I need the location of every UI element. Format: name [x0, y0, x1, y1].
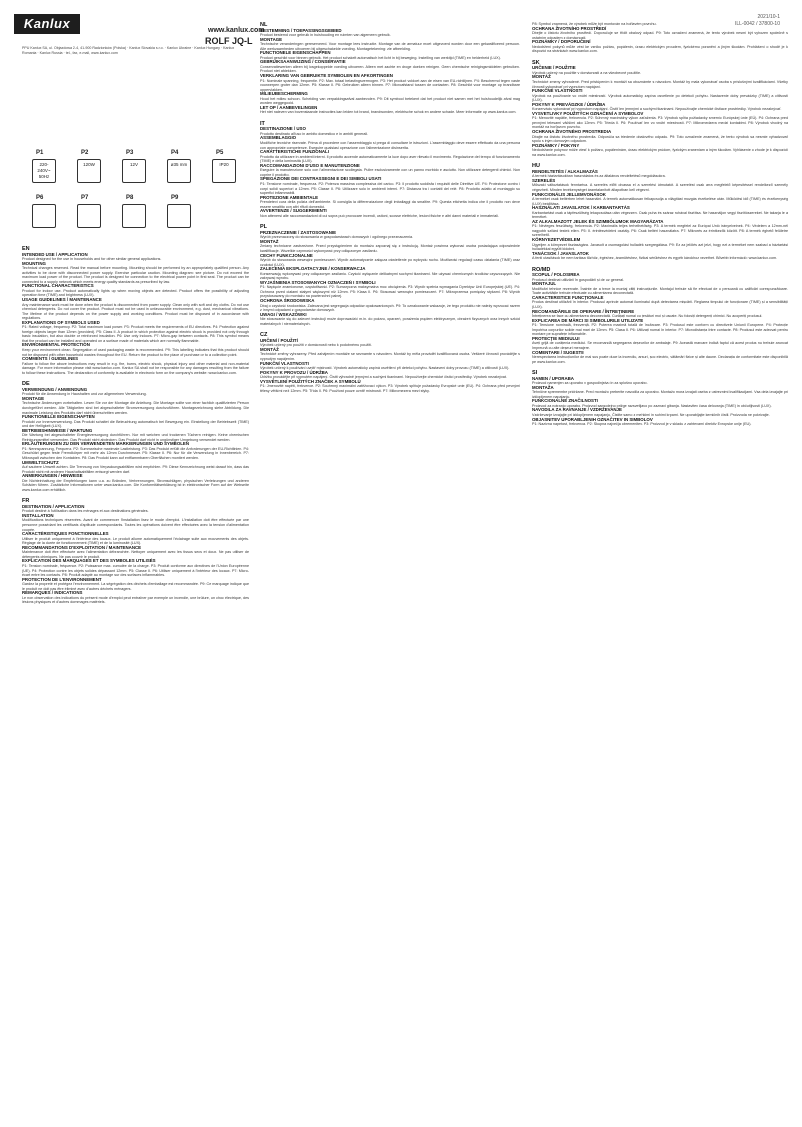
paragraph: Eseguire la manutenzione solo con l'alimentazione scollegata. Pulire esclusivamente con un panno morbido e asciutto. Non utilizzare detergenti chimici. Non coprire il prodotto. [260, 168, 520, 177]
subsection-heading: INSTALLATION [22, 512, 54, 518]
paragraph: Ügyeljen a környezet tisztaságára. Javasolt a csomagolási hulladék szegregálása. P9: Ez az jelölés azt jelzi, hogy ezt a terméket nem szabad a háztartási hulladékkal együtt kidobni. [532, 242, 788, 252]
paragraph: Produkt zur Innenverwendung. Das Produkt schaltet die Beleuchtung automatisch bei Bewegung ein. Einstellung der Betriebszeit (TIME) und der Helligkeit (LUX). [22, 419, 249, 429]
subsection-heading: EXPLANATIONS OF SYMBOLS USED [22, 319, 100, 325]
language-code: PL [260, 224, 268, 231]
paragraph: Konzerváciu vykonávať pri vypnutom napájaní. Čistiť len jemnými a suchými tkaninami. Nepoužívajte chemické čistiace prostriedky. Výrobok nezakrývať. [532, 107, 782, 112]
paragraph: Prodotto da utilizzare in ambienti interni. Il prodotto accende automaticamente la luce dopo aver rilevato il movimento. Regolazione del tempo di funzionamento (TIME) e della luminosità (LUX). [260, 154, 520, 164]
symbol-label-p7: P7 [81, 195, 89, 201]
paragraph: Dbajte na čistotu životného prostredia. Odporúča sa triedenie obalového odpadu. P9: Toto označenie znamená, že tento výrobok sa nesmie vyhadzovať spolu s iným domovým odpadom. [532, 134, 788, 144]
subsection-heading: FUNKČNÍ VLASTNOSTI [260, 360, 309, 366]
subsection-heading: AVVERTENZE / SUGGERIMENTI [260, 208, 327, 214]
paragraph: P1: Napięcie znamionowe, częstotliwość. P2: Sumaryczna maksymalna moc obciążenia. P3: Wyrób spełnia wymagania Dyrektyw Unii Europejskiej (UE). P4: Ochrona przed ciałami stałymi większymi niż 12mm. P5: Klasa II. P6: Stosować wewnątrz pomieszczeń. P7: Mikroprzerwa pomiędzy stykami. P8: Wyrób przystosowany do montażu na powierzchni palnej. [260, 285, 520, 299]
symbol-icon-p3: 12V [122, 159, 146, 183]
symbol-label-p3: P3 [126, 150, 134, 156]
language-code: FR [22, 498, 30, 505]
paragraph: A termék háztartásokban használatos és az általános rendeltetésű megoldásokra. [532, 174, 666, 179]
paragraph: Prodotto destinato all'uso in ambito domestico e in ambiti generali. [260, 131, 369, 136]
section-title: URČENIE / POUŽITIE [532, 65, 576, 71]
paragraph: Nedodržení pokynů může vést ke vzniku požáru, popálenin, úrazu elektrickým proudem, fyzickému poranění a jiným škodám. Prohlášení o shodě je k dispozici na stránkách www.kanlux.com. [532, 44, 788, 54]
language-code: IT [260, 120, 265, 127]
paragraph: Utiliser le produit uniquement à l'intérieur des locaux. Le produit allume automatiquement l'éclairage suite aux mouvements des objets. Réglage de la durée de fonctionnement (TIME) et de la luminosité (LUX). [22, 536, 249, 546]
language-code: HU [532, 163, 540, 170]
subsection-heading: FUNKCIONÁLIS JELLEMVONÁSOK [532, 191, 606, 197]
symbol-label-p1: P1 [36, 150, 44, 156]
company-addresses: PPU Kanlux SA, ul. Objazdowa 2-4, 41-900 Radzionków (Polska) · Kanlux Slovakia s.r.o. · Kanlux Ukraine · Kanlux Hungary · Kanlux Romania · Kanlux Russia · tel., fax, e-mail, www.kanlux.com [22, 46, 235, 55]
paragraph: Dbaj o czystość środowiska. Zalecana jest segregacja odpadów opakowaniowych. P9: To oznakowanie wskazuje, że tego produktu nie należy wyrzucać razem z innymi odpadami z gospodarstw domowych. [260, 303, 520, 313]
paragraph: Prendetevi cura della pulizia dell'ambiente. Si consiglia la differenziazione degli imballaggi da smaltire. P9: Questa etichetta indica che il prodotto non deve essere smaltito con altri rifiuti domestici. [260, 200, 520, 209]
subsection-heading: ENVIRONMENTAL PROTECTION [22, 342, 90, 348]
section-de [22, 381, 249, 492]
product-name: ROLF JQ-L [205, 36, 253, 46]
paragraph: Modificări tehnice rezervate. Înainte de a trece la montaj citiți instrucțiunile. Montajul trebuie să fie efectuat de o persoană cu calificări corespunzătoare. Toate activitățile trebuie efectuate cu alimentarea deconectată. [532, 286, 788, 296]
subsection-heading: RECOMANDĂRILE DE OPERARE / ÎNTREȚINERE [532, 308, 635, 314]
section-continued [532, 22, 788, 54]
subsection-heading: POKYNY K PREVÁDZKE / ÚDRŽBA [532, 101, 606, 107]
subsection-heading: POKYNY K PROVOZU / ÚDRŽBA [260, 369, 328, 375]
paragraph: A terméket csak beltérben lehet használni. A termék automatikusan felkapcsolja a világítást mozgás érzékelése után. Működési idő (TIME) és érzékenység (LUX) beállítása. [532, 197, 788, 206]
paragraph: Údržbu provádějte při vypnutém napájení. Čistit výhradně jemnými a suchými tkaninami. Nepoužívejte chemické čisticí prostředky. Výrobek nezakrývat. [260, 375, 507, 380]
subsection-heading: MONTAGE [260, 36, 283, 42]
subsection-heading: FUNCTIONAL CHARACTERISTICS [22, 283, 94, 289]
subsection-heading: MOUNTING [22, 260, 46, 266]
section-title: BESTEMMING / TOEPASSINGSGEBIED [260, 27, 342, 33]
paragraph: Aveți grijă de curățenia mediului. Se recomandă segregarea deșeurilor de ambalaje. P9: Această marcare indică faptul că acest produs nu trebuie aruncat împreună cu alte deșeuri menajere. [532, 341, 788, 350]
subsection-heading: FUNKČNÉ VLASTNOSTI [532, 88, 583, 94]
paragraph: P1: Jmenovité napětí, frekvence. P2: Souhrnný maximální zatěžovací výkon. P3: Výrobek splňuje požadavky Evropské unie (EU). P4: Ochrana před pevnými tělesy většími než 12mm. P5: Třída II. P6: Používat pouze uvnitř místností. P7: Mikromezera mezi styky. [260, 384, 520, 393]
subsection-heading: COMENTARII / SUGESTII [532, 349, 584, 355]
paragraph: Technische veranderingen gereserveerd. Voor montage lees instructie. Montage van de armatuur moet uitgevoerd worden door een gekwalificeerd persoon. Alle werkzaamheden uitvoeren bij uitgeschakelde voeding. Montagetekening: zie afbeelding. [260, 42, 520, 51]
paragraph: P1: Tensiune nominală, frecvență. P2: Puterea maximă totală de încărcare. P3: Produsul este conform cu directivele Uniunii Europene. P4: Protecție împotriva corpurilor solide mai mari de 12mm. P5: Clasa II. P6: Utilizați numai în interior. P7: Microdistanța între contacte. P8: Produsul este adecvat pentru montare pe suprafețe inflamabile. [532, 323, 788, 337]
subsection-heading: NAVODILA ZA RAVNANJE / VZDRŽEVANJE [532, 407, 622, 413]
subsection-heading: LET OP / AANBEVELINGEN [260, 104, 318, 110]
column-right [532, 22, 788, 1114]
subsection-heading: COMMENTS / GUIDELINES [22, 356, 79, 362]
subsection-heading: UWAGI / WSKAZÓWKI [260, 311, 307, 317]
subsection-heading: PROTEZIONE AMBIENTALE [260, 194, 319, 200]
symbol-icon-p8 [122, 204, 146, 228]
paragraph: Nedodržanie pokynov môže viesť k požiaru, popáleninám, úrazu elektrickým prúdom, fyzickým zraneniam a iným škodám. Vyhlásenie o zhode je k dispozícii na www.kanlux.com. [532, 148, 788, 157]
paragraph: Tehnične spremembe pridržane. Pred montažo preberite navodila za uporabo. Montažo mora izvajati oseba z ustreznimi kvalifikacijami. Vsa dela izvajajte pri izklopljenem napajanju. [532, 390, 788, 399]
subsection-heading: ZALECENIA EKSPLOATACYJNE / KONSERWACJA [260, 266, 366, 272]
paragraph: Műszaki változtatások fenntartva. A szerelés előtt olvassa el a szerelési útmutatót. A szerelést csak arra megfelelő képesítéssel rendelkező személy végezheti. Minden tevékenységet áramtalanított állapotban kell végezni. [532, 183, 788, 192]
paragraph: Technische Änderungen vorbehalten. Lesen Sie vor der Montage die Anleitung. Die Montage sollte von einer fachlich qualifizierten Person durchgeführt werden. Alle Tätigkeiten sind bei abgeschalteter Stromversorgung durchzuführen. Montagezeichnung siehe Abbildung. Die maximale Leistung des Produkts darf nicht überschritten werden. [22, 401, 249, 415]
paragraph: Product geschikt voor binnen gebruik. Het product schakelt automatisch het licht in bij beweging. Instelling van werktijd (TIME) en helderheid (LUX). [260, 55, 501, 60]
paragraph: Produs destinat utilizării în interior. Produsul aprinde automat iluminatul după detectarea mișcării. Reglarea timpului de funcționare (TIME) și a sensibilității (LUX). [532, 300, 788, 310]
symbol-icon-p5: IP20 [212, 159, 236, 183]
section-title: DESTINAZIONE / USO [260, 126, 306, 132]
symbol-label-p5: P5 [216, 150, 224, 156]
section-title: SCOPUL / FOLOSIREA [532, 272, 580, 278]
symbol-label-p9: P9 [171, 195, 179, 201]
paragraph: Wyrób przeznaczony do stosowania w gospodarstwach domowych i ogólnego przeznaczenia. [260, 235, 414, 240]
paragraph: P1: Nennspannung, Frequenz. P2: Summarische maximale Lastleistung. P3: Das Produkt erfüllt die Anforderungen der EU-Richtlinien. P4: Geschützt gegen feste Fremdkörper mit mehr als 12mm Durchmesser. P5: Klasse II. P6: Nur für die Verwendung in Innenbereich. P7: Mikrospalt zwischen den Kontakten. P8: Das Produkt kann auf entflammbaren Oberflächen montiert werden. [22, 446, 249, 460]
paragraph: Produkt für die Anwendung in Haushalten und zur allgemeinen Verwendung. [22, 392, 147, 397]
symbol-icon-p6 [32, 204, 56, 228]
subsection-heading: CARATTERISTICHE FUNZIONALI [260, 149, 329, 155]
paragraph: Maintenance doit être effectuée avec l'alimentation débranchée. Nettoyer uniquement avec les tissus secs et doux. Ne pas utiliser de détergents chimiques. Ne pas couvrir le produit. [22, 550, 249, 559]
section-pl [260, 224, 520, 326]
subsection-heading: POZNÁMKY / DOPORUČENÍ [532, 39, 591, 45]
paragraph: Die Nichteinhaltung der Empfehlungen kann u.a. zu Bränden, Verbrennungen, Stromschlägen, physischen Verletzungen und anderen Schäden führen. Zusätzliche Informationen unter www.kanlux.com. Die Konformitätserklärung ist in elektronischer Form auf der Webseite www.kanlux.com erhältlich. [22, 478, 249, 492]
paragraph: Konserwację wykonywać przy odłączonym zasilaniu. Czyścić wyłącznie delikatnymi suchymi tkaninami. Nie używać chemicznych środków czyszczących. Nie zakrywać wyrobu. [260, 271, 520, 281]
doc-id: ILL-0042 / 37800-10 [734, 21, 780, 27]
subsection-heading: RECOMMANDATIONS D'EXPLOITATION / MAINTENANCE [22, 544, 142, 550]
section-title: VERWENDUNG / ANWENDUNG [22, 386, 88, 392]
paragraph: Výrobok určený na použitie v domácnosti a na všeobecné použitie. [532, 70, 642, 75]
subsection-heading: FUNCTIONELE EIGENSCHAPPEN [260, 50, 331, 56]
section-title: DESTINATION / APPLICATION [22, 503, 85, 509]
section-hu [532, 163, 788, 260]
paragraph: Product bestemd voor gebruik in huishouding en ruimten van algemeen gebruik. [260, 33, 391, 38]
symbol-label-p8: P8 [126, 195, 134, 201]
subsection-heading: MONTÁŽ [532, 74, 551, 80]
language-code: DE [22, 381, 30, 388]
paragraph: Product for indoor use. Product automatically lights up when moving objects are detected. Product offers the possibility of adjusting operation time (TIME) and brightness (LUX). [22, 288, 249, 298]
subsection-heading: PROTECȚIE MEDIULUI [532, 335, 580, 341]
paragraph: Le non observation des indications du présent mode d'emploi peut entraîner par exemple un incendie, une brûlure, un choc électrique, des lésions physiques et d'autres dommages matériels. [22, 595, 249, 605]
subsection-heading: BETRIEBSHINWEISE / WARTUNG [22, 427, 93, 433]
subsection-heading: VERKLARING VAN GEBRUIKTE SYMBOLEN EN AFKORTINGEN [260, 72, 393, 78]
section-title: PRZEZNACZENIE / ZASTOSOWANIE [260, 229, 337, 235]
paragraph: A fenti utasítások be nem tartása tűzhöz, égéshez, áramütéshez, fizikai sérüléshez és egyéb károkhoz vezethet. Bővebb információ: www.kanlux.com. [532, 256, 778, 261]
paragraph: Modifiche tecniche riservate. Prima di procedere con l'assemblaggio si prega di consultare le istruzioni. L'assemblaggio deve essere effettuato da una persona con appropriate competenze. Eseguire qualsiasi operazione con l'alimentazione disinserita. [260, 141, 520, 150]
subsection-heading: MILIEUBESCHERMING [260, 91, 308, 97]
subsection-heading: ANMERKUNGEN / HINWEISE [22, 473, 83, 479]
paragraph: Nie stosowanie się do zaleceń instrukcji może doprowadzić m.in. do pożaru, oparzeń, porażenia prądem elektrycznym, obrażeń fizycznych oraz innych szkód materialnych i niematerialnych. [260, 317, 520, 326]
column-middle [260, 22, 520, 1114]
section-title: NAMEN / UPORABA [532, 375, 574, 381]
paragraph: Výrobek určený k používání uvnitř místností. Výrobek automaticky zapíná osvětlení při detekci pohybu. Nastavení doby provozu (TIME) a citlivosti (LUX). [260, 366, 510, 371]
language-code: RO/MD [532, 266, 551, 273]
paragraph: P1: Menovité napätie, frekvencia. P2: Súhrnný maximálny výkon zaťaženia. P3: Výrobok spĺňa požiadavky smerníc Európskej únie (EÚ). P4: Ochrana pred pevnými telesami väčšími ako 12mm. P5: Trieda II. P6: Používať len vo vnútri miestností. P7: Mikromedzera medzi kontaktmi. P8: Výrobok vhodný na montáž na horľavom povrchu. [532, 116, 788, 130]
subsection-heading: HASZNÁLATI JAVASLATOK / KARBANTARTÁS [532, 205, 630, 211]
subsection-heading: EXPLICAREA DE MĂRCI SI SIMBOLURILE UTILIZATE [532, 317, 644, 323]
subsection-heading: MONTAŽA [532, 384, 554, 390]
subsection-heading: FUNKCIONALNE ZNAČILNOSTI [532, 398, 598, 404]
paragraph: Het niet naleven van bovenstaande instructies kan leiden tot brand, brandwonden, elektrische schok en andere schade. Meer informatie op www.kanlux.com. [260, 110, 517, 115]
section-ro-md [532, 267, 788, 364]
subsection-heading: FUNKTIONELLE EIGENSCHAFTEN [22, 414, 95, 420]
website-url[interactable]: www.kanlux.com [208, 27, 265, 34]
symbol-icon-p9 [167, 204, 191, 228]
paragraph: Failure to follow the above instructions may result in e.g. fire, burns, electric shock, physical injury and other material and non-material damage. For more information please visit www.kanlux.com. Kanlux SA shall not be responsible for any damages resulting from the failure to follow these instructions. The declaration of conformity is available in electronic form on the company's website: www.kanlux.com. [22, 361, 249, 375]
language-code: EN [22, 246, 30, 252]
symbol-icon-p2: 120W [77, 159, 101, 183]
section-title: RENDELTETÉS / ALKALMAZÁS [532, 168, 598, 174]
doc-version: 2021/10-1 [757, 14, 780, 20]
symbol-icon-p1: 220-240V~ 50Hz [32, 159, 56, 183]
symbol-label-p4: P4 [171, 150, 179, 156]
paragraph: Proizvod namenjen za uporabo v gospodinjstvu in za splošno uporabo. [532, 381, 648, 386]
subsection-heading: TANÁCSOK / JAVASLATOK [532, 250, 589, 256]
paragraph: Întreținerea se face cu alimentarea deconectată. Curățați numai cu țesături moi și uscate. Nu folosiți detergenți chimici. Nu acoperiți produsul. [532, 314, 763, 319]
paragraph: P1: Rated voltage, frequency. P2: Total maximum load power. P3: Product meets the requirements of EU directives. P4: Protection against foreign objects larger than 12mm (provided). P5: Class II. A product in which protection against electric shock is provided not only through basic insulation, but also double or reinforced insulation. P6: Use only indoors. P7: Micro-gap between contacts. P8: This symbol means that the product can be installed and operated on a surface made of materials which are normally flammable. [22, 325, 249, 343]
subsection-heading: SPIEGAZIONE DEI CONTRASSEGNI E DEI SIMBOLI USATI [260, 176, 382, 182]
subsection-heading: OBJASNITEV UPORABLJENIH OZNAČITEV IN SIMBOLOV [532, 416, 653, 422]
paragraph: P1: Nominale spanning, frequentie. P2: Max. totaal belastingsvermogen. P3: Het product voldoet aan de eisen van EU-richtlijnen. P4: Beschermd tegen vaste voorwerpen groter dan 12mm. P5: Klasse II. P6: Gebruiken alleen binnen. P7: Microafstand tussen de contacten. P8: Geschikt voor montage op brandbare oppervlakken. [260, 78, 520, 92]
language-code: SK [532, 59, 540, 66]
subsection-heading: MONTAJUL [532, 281, 557, 287]
subsection-heading: UMWELTSCHUTZ [22, 459, 59, 465]
paragraph: P1: Tension nominale, fréquence. P2: Puissance max. cumulée de la charge. P3: Produit conforme aux directives de l'Union Européenne (UE). P4: Protection contre les objets solides dépassant 12mm. P5: Classe II. P6: Utiliser uniquement à l'intérieur des locaux. P7: Micro-écart entre les contacts. P8: Produit adapté au montage sur des surfaces inflammables. [22, 563, 249, 578]
subsection-heading: GEBRUIKSAANWIJZING / CONSERVATIE [260, 59, 346, 65]
section-cz [260, 332, 520, 393]
paragraph: P8: Symbol znamená, že výrobek může být montován na hořlavém povrchu. [532, 22, 657, 26]
column-left [22, 246, 249, 1114]
paragraph: Wyrób do stosowania wewnątrz pomieszczeń. Wyrób automatycznie załącza oświetlenie po wykryciu ruchu. Możliwość regulacji czasu działania (TIME) oraz czułości (LUX). [260, 258, 520, 267]
paragraph: Conservatiewerken alleen bij losgekoppelde voeding uitvoeren. Alleen met zachte en droge doeken reinigen. Geen chemische reinigingsmiddelen gebruiken. Product niet afdekken. [260, 64, 520, 74]
subsection-heading: MONTAGE [22, 395, 45, 401]
paragraph: Technické změny vyhrazeny. Před zahájením montáže se seznamte s návodem. Montáž by měla provádět kvalifikovaná osoba. Veškeré činnosti provádějte s vypnutým napájením. [260, 352, 520, 361]
paragraph: Technical changes reserved. Read the manual before mounting. Mounting should be performed by an appropriately qualified person. Any activities to be done with disconnected power supply. Exercise particular caution. Mounting diagram: see picture. Do not exceed the maximum load power of the product. The product is designed for connection to the electrical power point in first seal. The product can be connected to a supply network which meets energy quality standards as prescribed by law. [22, 266, 249, 284]
subsection-heading: KÖRNYEZETVÉDELEM [532, 236, 581, 242]
symbol-legend [22, 150, 249, 240]
paragraph: Proizvod za notranjo uporabo. Proizvod samodejno prižge razsvetljavo po zaznavi gibanja. Nastavitev časa delovanja (TIME) in občutljivosti (LUX). [532, 403, 772, 408]
paragraph: Non attenersi alle raccomandazioni di cui sopra può provocare incendi, ustioni, scosse elettriche, lesioni fisiche e altri danni materiali e immateriali. [260, 213, 499, 218]
subsection-heading: POZNÁMKY / POKYNY [532, 142, 580, 148]
subsection-heading: USAGE GUIDELINES / MAINTENANCE [22, 296, 102, 302]
paragraph: Výrobek určený pro použití v domácnosti nebo k podobnému použití. [260, 343, 373, 348]
subsection-heading: ASSEMBLAGGIO [260, 135, 297, 141]
language-code: NL [260, 22, 268, 28]
paragraph: Auf saubere Umwelt achten. Die Trennung von Verpackungsabfällen wird empfohlen. P9: Diese Kennzeichnung weist darauf hin, dass das Produkt nicht mit anderen Haushaltsabfällen entsorgt werden darf. [22, 465, 249, 474]
section-nl [260, 22, 520, 115]
paragraph: Houd het milieu schoon. Scheiding van verpakkingsafval aanbevolen. P9: Dit symbool betekent dat het product niet samen met het huishoudelijk afval mag worden weggegooid. [260, 96, 520, 106]
paragraph: Zmiany techniczne zastrzeżone. Przed przystąpieniem do montażu zapoznaj się z instrukcją. Montaż powinna wykonać osoba posiadająca odpowiednie kwalifikacje. Wszelkie czynności wykonywać przy odłączonym zasilaniu. [260, 244, 520, 254]
subsection-heading: CARACTÉRISTIQUES FONCTIONNELLES [22, 531, 109, 537]
subsection-heading: ERLÄUTERUNGEN ZU DEN VERWENDETEN MARKIERUNGEN UND SYMBOLEN [22, 441, 190, 447]
section-title: URČENÍ / POUŽITÍ [260, 337, 298, 343]
subsection-heading: OCHRANA ŽIVOTNÍHO PROSTŘEDÍ [532, 25, 607, 31]
section-si [532, 370, 788, 427]
subsection-heading: CECHY FUNKCJONALNE [260, 252, 313, 258]
paragraph: Produit destiné à l'utilisation dans les ménages et aux destinations générales. [22, 509, 149, 514]
paragraph: P1: Névleges feszültség, frekvencia. P2: Maximális teljes terhelhetőség. P3: A termék megfelel az Európai Unió irányelveinek. P4: Védelem a 12mm-nél nagyobb szilárd testek ellen. P5: II. érintésvédelmi osztály. P6: Csak beltéri használatra. P7: Mikrorés az érintkezők között. P8: A termék éghető felületre szerelhető. [532, 224, 788, 238]
subsection-heading: VYSVETLIVKY POUŽITÝCH OZNAČENÍ A SYMBOLOV [532, 110, 644, 116]
subsection-heading: EXPLICATION DES MARQUAGES ET DES SYMBOLES UTILISÉS [22, 558, 156, 564]
subsection-heading: PROTECTION DE L'ENVIRONNEMENT [22, 576, 102, 582]
paragraph: Product designed for the use in households and for other similar general applications. [22, 257, 162, 262]
paragraph: Die Wartung bei abgeschalteter Energieversorgung durchführen. Nur mit weichen und trockenen Tüchern reinigen. Keine chemischen Reinigungsmittel verwenden. Das Produkt nicht abdecken. Das Produkt darf nicht in ungünstiger Umgebung verwendet werden. [22, 433, 249, 442]
symbol-icon-p4: ø35 mm [167, 159, 191, 183]
paragraph: Karbantartást csak a tápfeszültség lekapcsolása után végezzen. Csak puha és száraz ruhával tisztítsa. Ne használjon vegyi tisztítószereket. Ne takarja le a terméket. [532, 210, 788, 220]
subsection-heading: VYSVĚTLENÍ POUŽITÝCH ZNAČEK A SYMBOLŮ [260, 378, 361, 384]
symbol-icon-p7 [77, 204, 101, 228]
symbol-label-p6: P6 [36, 195, 44, 201]
section-fr [22, 498, 249, 605]
paragraph: Keep your environment clean. Segregation of used packaging waste is recommended. P9: This labelling indicates that this product should not be disposed with other household wastes throughout the EU. Return the product to the place of purchase or to a collection point. [22, 347, 249, 357]
subsection-heading: OCHRANA ŽIVOTNÉHO PROSTREDIA [532, 128, 612, 134]
language-code: SI [532, 370, 538, 377]
paragraph: Produsul destinat utilizării în gospodării și de uz general. [532, 277, 625, 282]
subsection-heading: OCHRONA ŚRODOWISKA [260, 298, 315, 304]
paragraph: Dbejte o čistotu životního prostředí. Doporučuje se třídit obalový odpad. P9: Toto označení znamená, že tento výrobek nesmí být vyhozen společně s ostatním odpadem z domácnosti. [532, 31, 788, 40]
paragraph: Any maintenance work must be done when the product is disconnected from power supply. Clean only with soft and dry cloths. Do not use chemical detergents. Do not cover the product. Product must not be used in unfavourable environment, e.g. dust, mechanical vibrations. The lifetime of the product depends on the power supply and working conditions. Product must be disposed of in accordance with regulations. [22, 302, 249, 321]
section-en [22, 246, 249, 375]
subsection-heading: WYJAŚNIENIA STOSOWANYCH OZNACZEŃ I SYMBOLI [260, 279, 376, 285]
paragraph: Výrobok na používanie vo vnútri miestností. Výrobok automaticky zapína osvetlenie po detekcii pohybu. Nastavenie doby prevádzky (TIME) a citlivosti (LUX). [532, 93, 788, 103]
kanlux-logo: Kanlux [14, 14, 80, 34]
paragraph: Technické zmeny vyhradené. Pred pristúpením k montáži sa oboznámte s návodom. Montáž by mala vykonávať osoba s príslušnými kvalifikáciami. Všetky činnosti vykonávať pri vypnutom napájaní. [532, 79, 788, 89]
subsection-heading: MONTÁŽ [260, 346, 279, 352]
symbol-label-p2: P2 [81, 150, 89, 156]
paragraph: Nerespectarea instrucțiunilor de mai sus poate duce la incendiu, arsuri, șoc electric, vătămări fizice și alte daune. Declarația de conformitate este disponibilă pe www.kanlux.com. [532, 355, 788, 364]
paragraph: Modifications techniques réservées. Avant de commencer l'installation lisez le mode d'emploi. L'installation doit être effectuée par une personne possédant les certificats d'aptitude correspondants. Toutes les opérations doivent être effectuées avec la tension d'alimentation coupée. [22, 518, 249, 532]
subsection-heading: SZERELÉS [532, 177, 556, 183]
subsection-heading: MONTAŻ [260, 238, 279, 244]
subsection-heading: RACCOMANDAZIONI D'USO E MANUTENZIONE [260, 162, 360, 168]
section-it [260, 121, 520, 218]
paragraph: P1: Nazivna napetost, frekvenca. P2: Skupna največja obremenitev. P3: Proizvod je v skladu z zahtevami direktiv Evropske unije (EU). [532, 422, 752, 427]
section-title: INTENDED USE / APPLICATION [22, 251, 88, 257]
paragraph: Gardez la propreté et protégez l'environnement. La ségrégation des déchets d'emballage est recommandée. P9: Ce marquage indique que le produit ne doit pas être éliminé avec d'autres déchets ménagers. [22, 582, 249, 591]
section-sk [532, 60, 788, 157]
subsection-heading: REMARQUES / INDICATIONS [22, 590, 83, 596]
subsection-heading: CARACTERISTICE FUNCȚIONALE [532, 294, 604, 300]
paragraph: Vzdrževanje izvajajte pri izklopljenem napajanju. Čistite samo z mehkimi in suhimi krpami. Ne uporabljajte kemičnih čistil. Proizvoda ne pokrivajte. [532, 413, 770, 418]
language-code: CZ [260, 332, 268, 339]
paragraph: P1: Tensione nominale, frequenza. P2: Potenza massima complessiva del carico. P3: Il prodotto soddisfa i requisiti delle Direttive UE. P4: Protezione contro i corpi solidi superiori a 12mm. P5: Classe II. P6: Utilizzare solo in ambienti interni. P7: Distanza tra i contatti del relè. P8: Prodotto adatto al montaggio su superfici infiammabili. [260, 181, 520, 196]
subsection-heading: AZ ALKALMAZOTT JELEK ÉS SZIMBÓLUMOK MAGYARÁZATA [532, 218, 664, 224]
